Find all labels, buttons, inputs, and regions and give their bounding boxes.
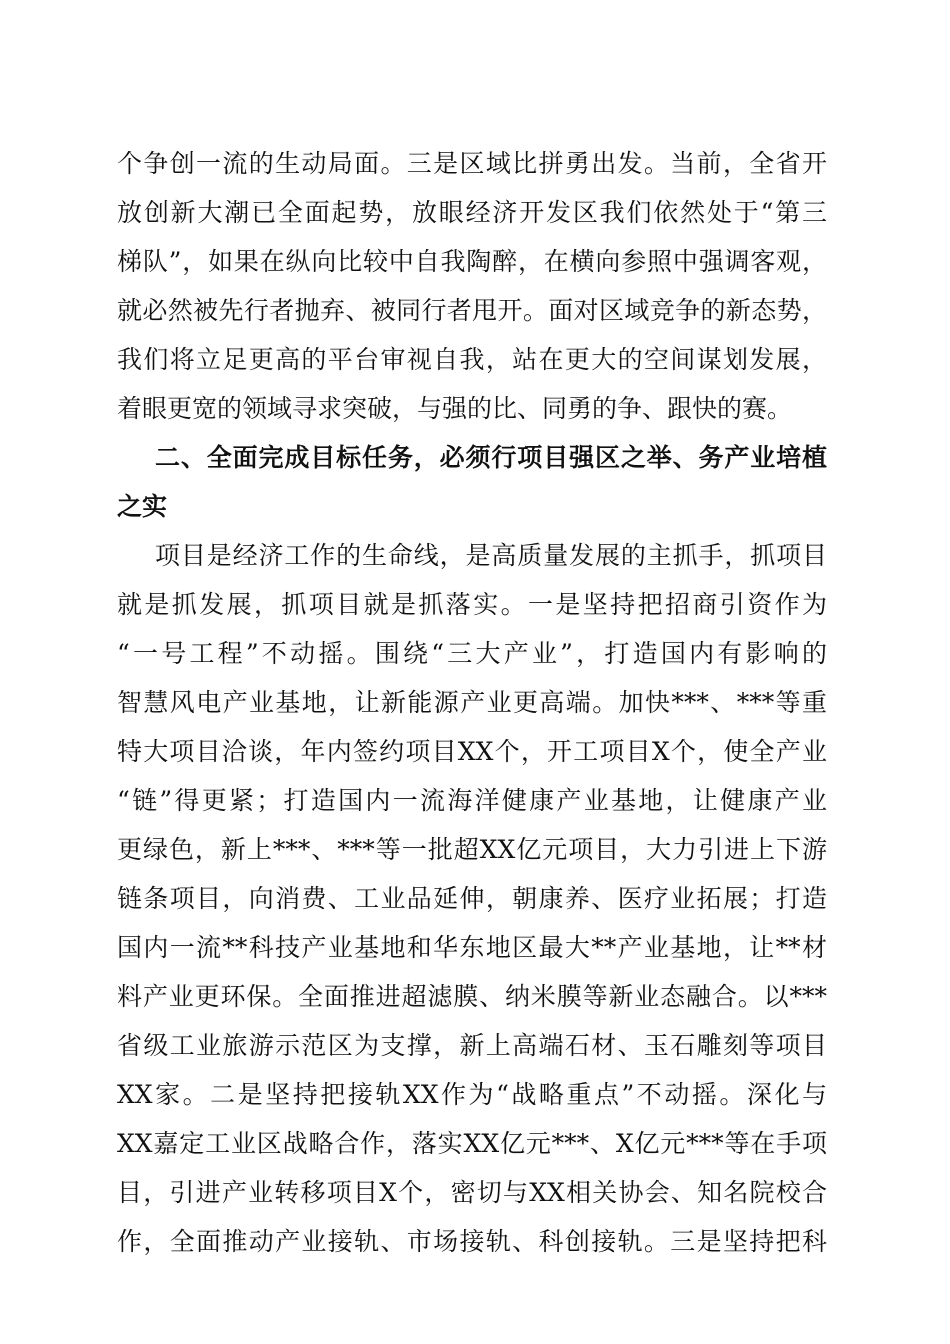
text-line: 项目是经济工作的生命线，是高质量发展的主抓手，抓项目 [155, 541, 827, 570]
text-line: 链条项目，向消费、工业品延伸，朝康养、医疗业拓展；打造 [117, 884, 827, 913]
heading-line: 之实 [117, 492, 168, 521]
text-line: XX家。二是坚持把接轨XX作为“战略重点”不动摇。深化与 [117, 1080, 827, 1109]
section-heading [117, 433, 827, 531]
text-line: 个争创一流的生动局面。三是区域比拼勇出发。当前，全省开 [117, 149, 827, 178]
text-line: 作，全面推动产业接轨、市场接轨、科创接轨。三是坚持把科 [117, 1227, 827, 1256]
text-line: 就必然被先行者抛弃、被同行者甩开。面对区域竞争的新态势， [117, 296, 827, 325]
text-line: 料产业更环保。全面推进超滤膜、纳米膜等新业态融合。以*** [117, 982, 827, 1011]
text-line: 就是抓发展，抓项目就是抓落实。一是坚持把招商引资作为 [117, 590, 827, 619]
document-page [117, 139, 827, 1266]
text-line: 放创新大潮已全面起势，放眼经济开发区我们依然处于“第三 [117, 198, 827, 227]
text-line: 着眼更宽的领域寻求突破，与强的比、同勇的争、跟快的赛。 [117, 394, 793, 423]
text-line: 我们将立足更高的平台审视自我，站在更大的空间谋划发展， [117, 345, 827, 374]
text-line: 梯队”，如果在纵向比较中自我陶醉，在横向参照中强调客观， [117, 247, 827, 276]
paragraph-regional-competition [117, 139, 827, 433]
heading-line: 二、全面完成目标任务，必须行项目强区之举、务产业培植 [155, 443, 827, 472]
text-line: 更绿色，新上***、***等一批超XX亿元项目，大力引进上下游 [117, 835, 827, 864]
text-line: 省级工业旅游示范区为支撑，新上高端石材、玉石雕刻等项目 [117, 1031, 827, 1060]
text-line: 特大项目洽谈，年内签约项目XX个，开工项目X个，使全产业 [117, 737, 827, 766]
text-line: “一号工程”不动摇。围绕“三大产业”，打造国内有影响的 [117, 639, 827, 668]
paragraph-projects [117, 531, 827, 1266]
text-line: 智慧风电产业基地，让新能源产业更高端。加快***、***等重 [117, 688, 827, 717]
text-line: 国内一流**科技产业基地和华东地区最大**产业基地，让**材 [117, 933, 827, 962]
text-line: 目，引进产业转移项目X个，密切与XX相关协会、知名院校合 [117, 1178, 827, 1207]
text-line: “链”得更紧；打造国内一流海洋健康产业基地，让健康产业 [117, 786, 827, 815]
text-line: XX嘉定工业区战略合作，落实XX亿元***、X亿元***等在手项 [117, 1129, 827, 1158]
